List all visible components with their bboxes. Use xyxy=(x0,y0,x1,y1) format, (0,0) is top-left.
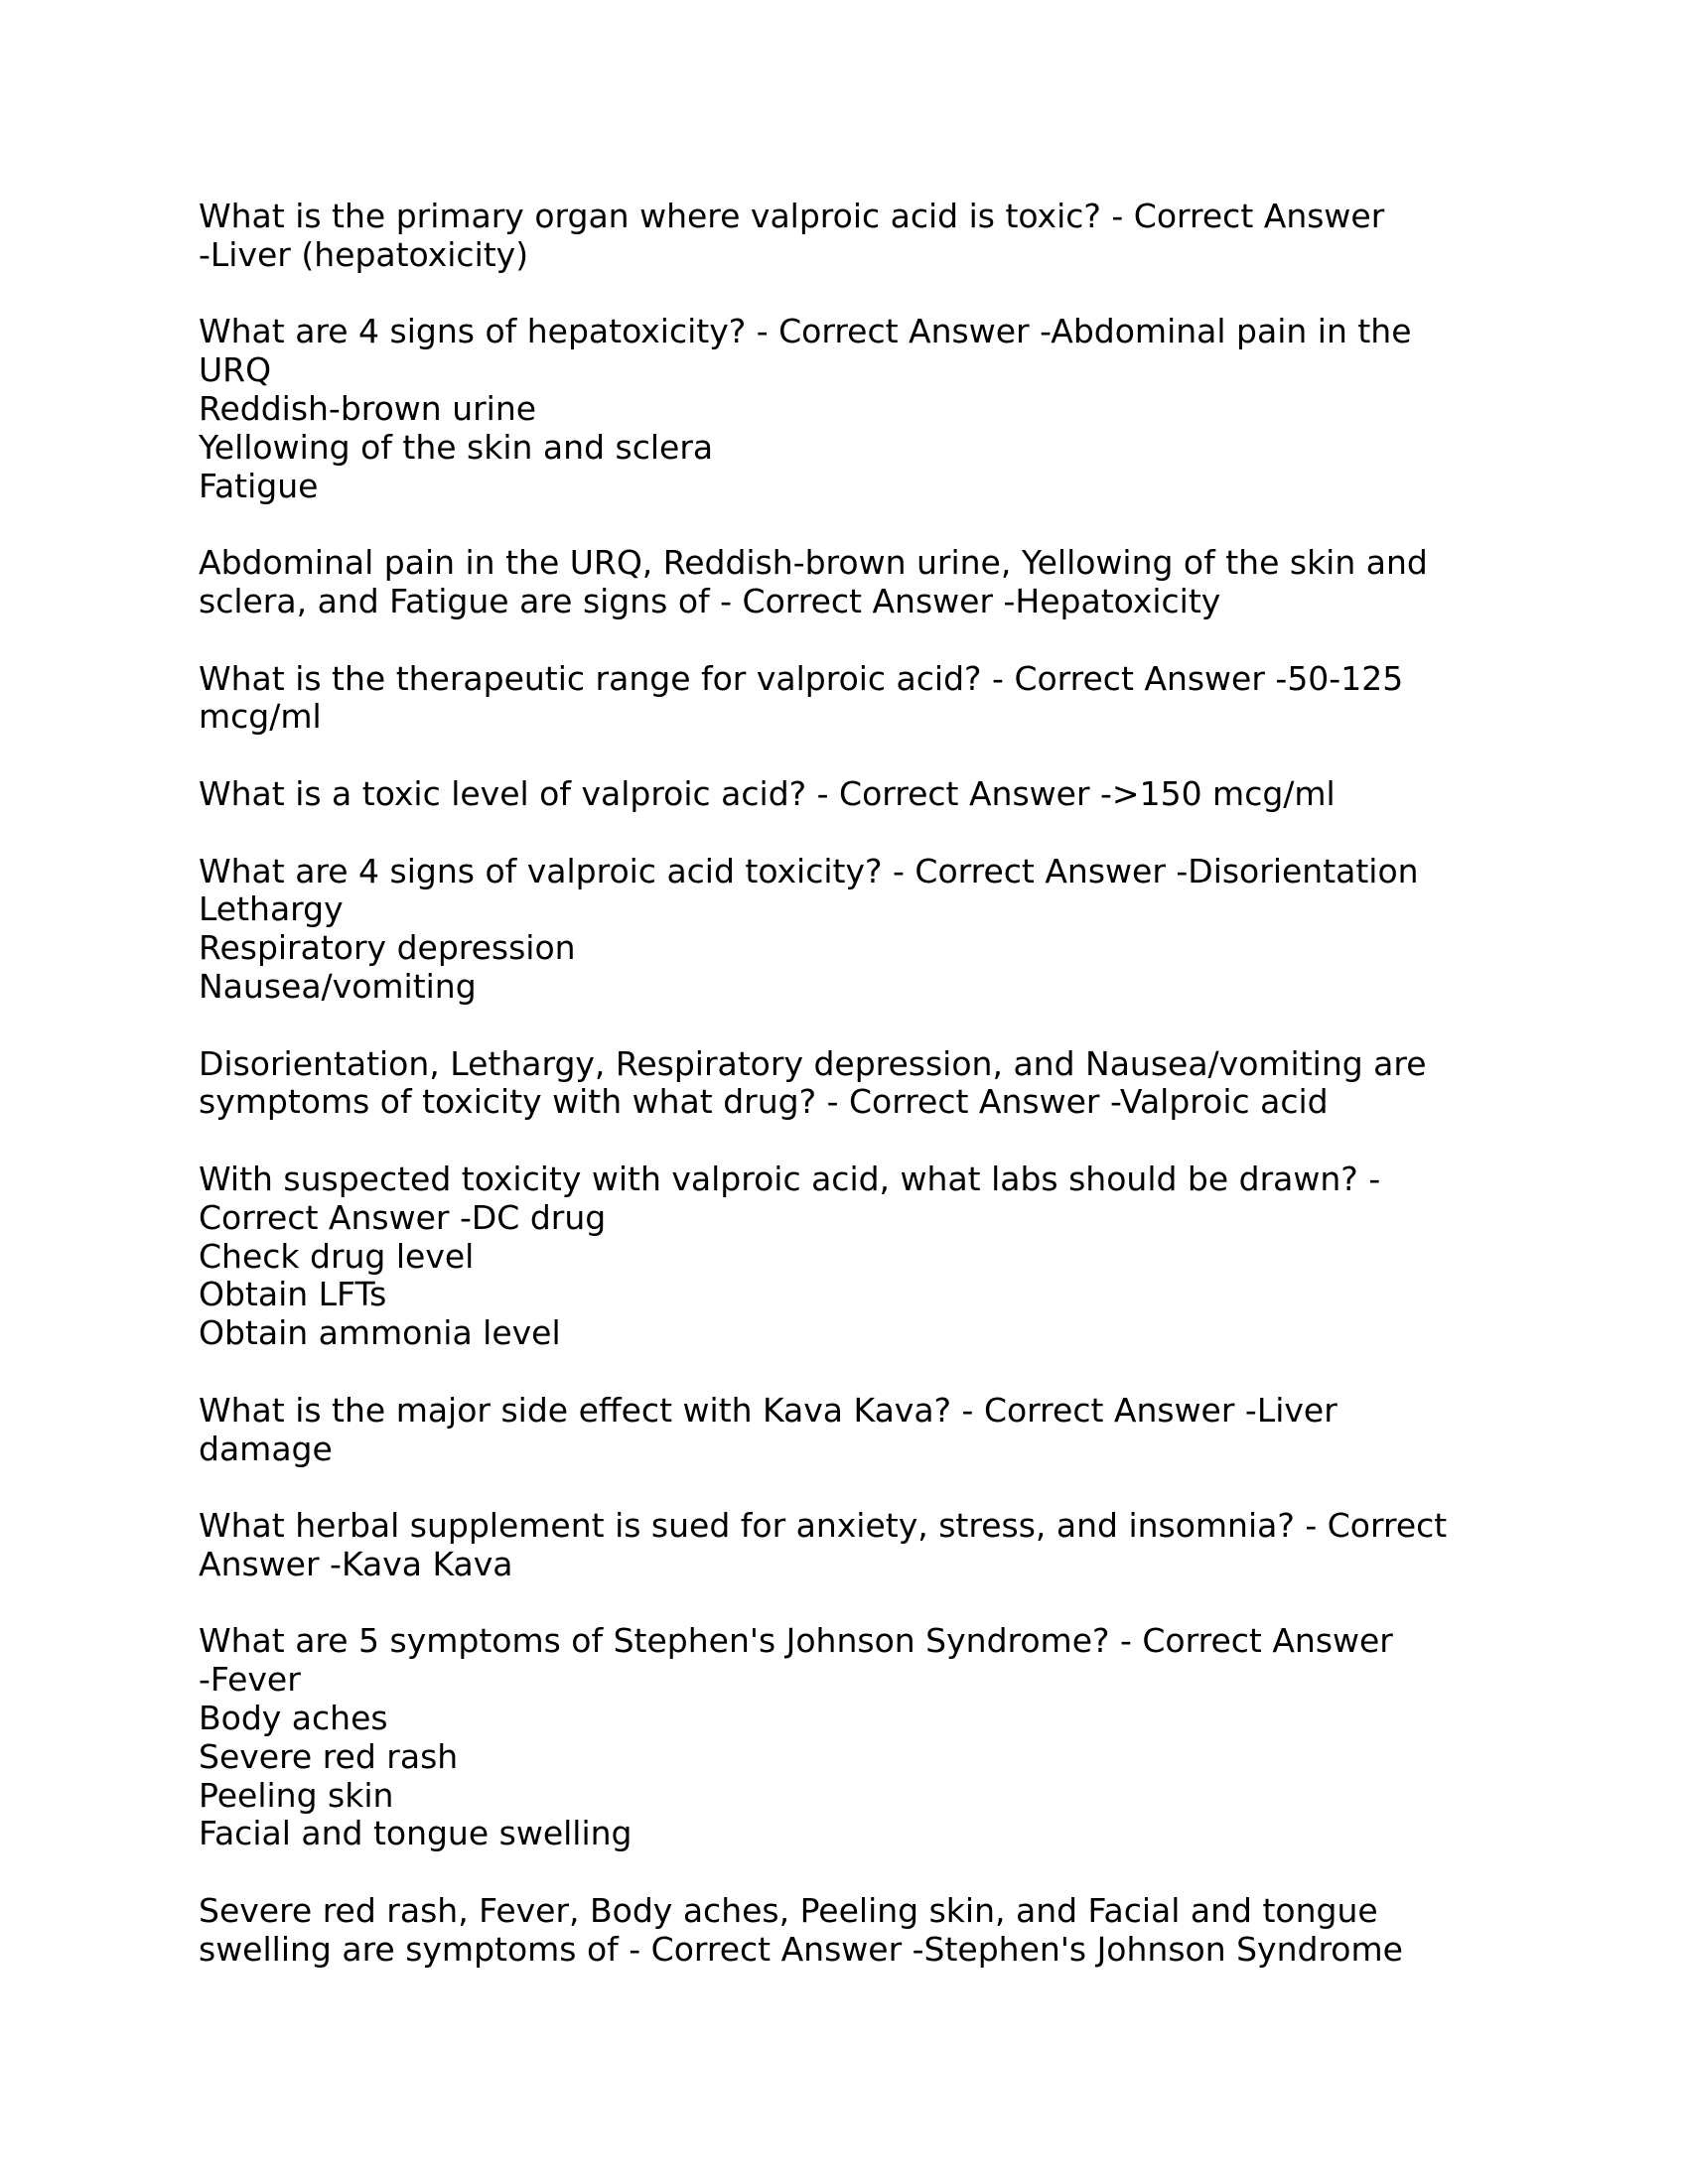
text-line: Lethargy xyxy=(199,889,344,929)
text-line: Abdominal pain in the URQ, Reddish-brown urine, Yellowing of the skin and xyxy=(199,543,1428,583)
text-line: mcg/ml xyxy=(199,697,322,737)
document-page xyxy=(199,198,1489,2007)
text-line: Body aches xyxy=(199,1699,388,1738)
qa-block-3 xyxy=(199,544,1489,621)
text-line: Respiratory depression xyxy=(199,928,576,968)
text-line: Reddish-brown urine xyxy=(199,388,537,428)
text-line: Check drug level xyxy=(199,1236,475,1276)
text-line: damage xyxy=(199,1429,333,1468)
text-line: -Liver (hepatoxicity) xyxy=(199,234,529,274)
qa-block-5 xyxy=(199,775,1489,814)
text-line: Facial and tongue swelling xyxy=(199,1814,633,1853)
text-line: Obtain ammonia level xyxy=(199,1313,561,1353)
qa-block-12 xyxy=(199,1892,1489,1970)
text-line: What is the therapeutic range for valproic acid? - Correct Answer -50-125 xyxy=(199,658,1404,698)
text-line: What is a toxic level of valproic acid? - Correct Answer ->150 mcg/ml xyxy=(199,773,1336,813)
text-line: With suspected toxicity with valproic acid, what labs should be drawn? - xyxy=(199,1159,1381,1198)
text-line: Answer -Kava Kava xyxy=(199,1544,513,1583)
text-line: What are 4 signs of valproic acid toxicity? - Correct Answer -Disorientation xyxy=(199,851,1419,890)
qa-block-1 xyxy=(199,198,1489,275)
text-line: Severe red rash, Fever, Body aches, Peeling skin, and Facial and tongue xyxy=(199,1891,1378,1931)
text-line: Obtain LFTs xyxy=(199,1275,387,1314)
text-line: Peeling skin xyxy=(199,1775,394,1815)
qa-block-7 xyxy=(199,1045,1489,1123)
qa-block-2 xyxy=(199,313,1489,505)
text-line: Yellowing of the skin and sclera xyxy=(199,427,714,467)
text-line: What is the major side effect with Kava Kava? - Correct Answer -Liver xyxy=(199,1390,1337,1430)
qa-block-11 xyxy=(199,1622,1489,1853)
text-line: What are 4 signs of hepatoxicity? - Correct Answer -Abdominal pain in the xyxy=(199,312,1412,351)
text-line: What is the primary organ where valproic acid is toxic? - Correct Answer xyxy=(199,197,1385,235)
text-line: -Fever xyxy=(199,1660,301,1700)
qa-block-8 xyxy=(199,1160,1489,1353)
qa-block-9 xyxy=(199,1392,1489,1469)
qa-block-6 xyxy=(199,853,1489,1007)
text-line: symptoms of toxicity with what drug? - Correct Answer -Valproic acid xyxy=(199,1082,1329,1122)
text-line: swelling are symptoms of - Correct Answer -Stephen's Johnson Syndrome xyxy=(199,1929,1403,1969)
text-line: Fatigue xyxy=(199,466,319,505)
qa-block-4 xyxy=(199,660,1489,738)
text-line: What are 5 symptoms of Stephen's Johnson Syndrome? - Correct Answer xyxy=(199,1621,1393,1661)
text-line: What herbal supplement is sued for anxiety, stress, and insomnia? - Correct xyxy=(199,1506,1448,1546)
text-line: sclera, and Fatigue are signs of - Correct Answer -Hepatoxicity xyxy=(199,581,1221,620)
text-line: URQ xyxy=(199,350,272,390)
text-line: Disorientation, Lethargy, Respiratory depression, and Nausea/vomiting are xyxy=(199,1043,1427,1083)
text-line: Correct Answer -DC drug xyxy=(199,1197,607,1237)
text-line: Nausea/vomiting xyxy=(199,966,477,1006)
text-line: Severe red rash xyxy=(199,1736,459,1776)
qa-block-10 xyxy=(199,1507,1489,1584)
